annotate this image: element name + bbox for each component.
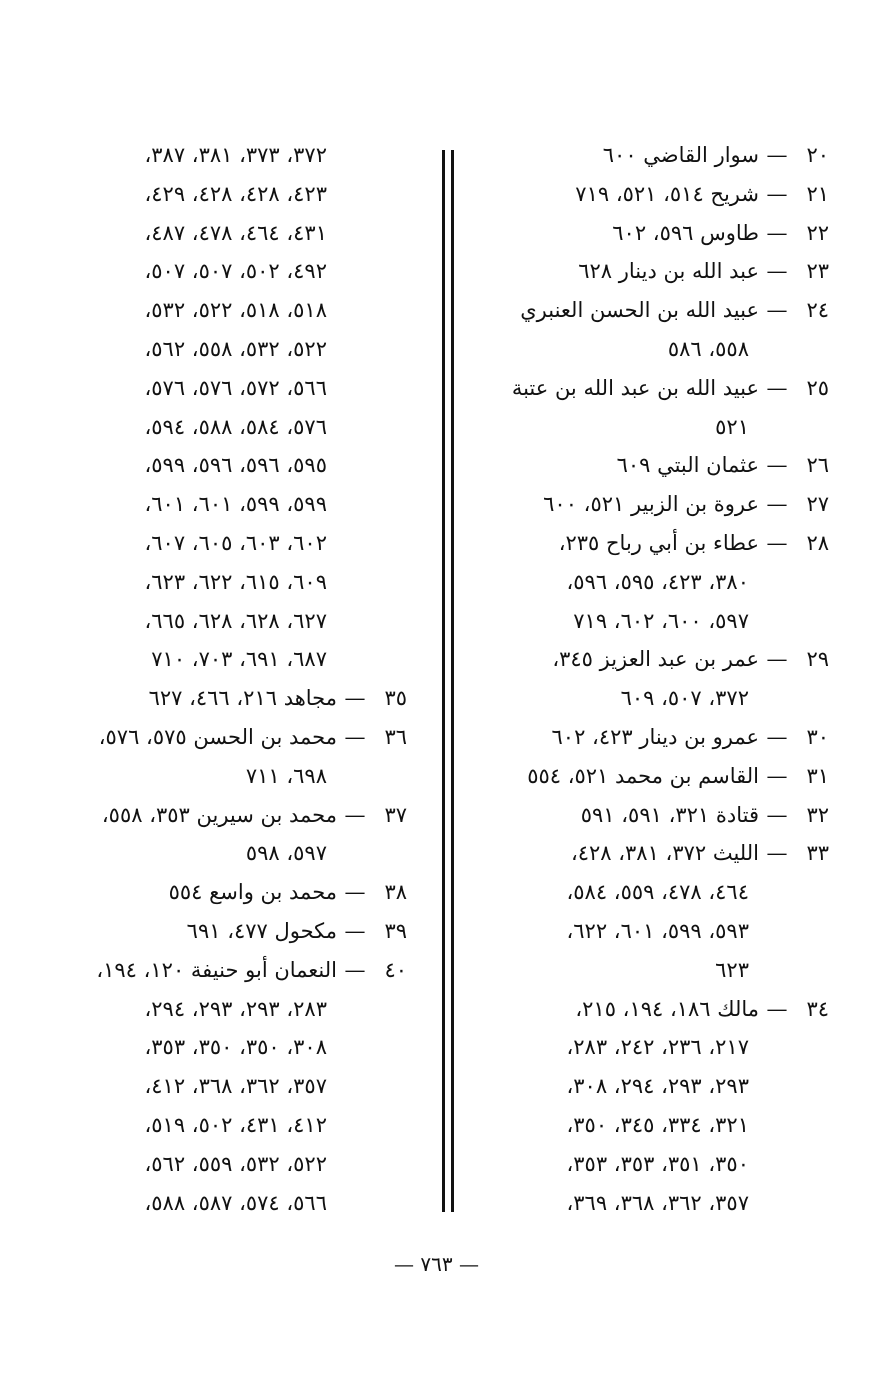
right-column <box>467 136 829 1222</box>
entry-number: ٢٥ <box>806 375 829 400</box>
index-entry-continuation <box>45 136 407 175</box>
entry-number: ٢٣ <box>806 259 829 284</box>
entry-text: ٣٥٧، ٣٦٢، ٣٦٨، ٤١٢، <box>144 1074 327 1099</box>
entry-text: شريح ٥١٤، ٥٢١، ٧١٩ <box>575 181 759 206</box>
entry-text: ٥٩٣، ٥٩٩، ٦٠١، ٦٢٢، <box>566 918 749 943</box>
index-entry <box>467 252 829 291</box>
entry-number: ٢٧ <box>806 492 829 517</box>
entry-text: عروة بن الزبير ٥٢١، ٦٠٠ <box>543 492 759 517</box>
entry-number: ٣١ <box>806 763 829 788</box>
entry-number: ٢٨ <box>806 530 829 555</box>
entry-text: عطاء بن أبي رباح ٢٣٥، <box>558 530 759 555</box>
entry-text: ٥٢١ <box>715 414 749 439</box>
entry-dash: — <box>766 181 788 206</box>
index-entry <box>467 990 829 1029</box>
index-entry-continuation <box>45 330 407 369</box>
entry-number: ٣٢ <box>806 802 829 827</box>
entry-text: ٢٨٣، ٢٩٣، ٢٩٣، ٢٩٤، <box>144 996 327 1021</box>
index-entry <box>467 446 829 485</box>
entry-dash: — <box>344 724 366 749</box>
entry-text: ٣٧٢، ٥٠٧، ٦٠٩ <box>620 686 749 711</box>
index-entry-continuation <box>45 834 407 873</box>
index-entry-continuation <box>45 1028 407 1067</box>
index-entry-continuation <box>467 1106 829 1145</box>
entry-text: ٥٩٧، ٦٠٠، ٦٠٢، ٧١٩ <box>573 608 749 633</box>
index-entry <box>467 485 829 524</box>
entry-text: ٥٦٦، ٥٧٤، ٥٨٧، ٥٨٨، <box>144 1190 327 1215</box>
entry-number: ٣٦ <box>384 724 407 749</box>
entry-text: عمرو بن دينار ٤٢٣، ٦٠٢ <box>551 724 759 749</box>
entry-dash: — <box>766 841 788 866</box>
entry-text: محمد بن الحسن ٥٧٥، ٥٧٦، <box>98 724 337 749</box>
entry-dash: — <box>344 918 366 943</box>
index-entry-continuation <box>467 951 829 990</box>
index-entry-continuation <box>45 990 407 1029</box>
entry-text: ٥٧٦، ٥٨٤، ٥٨٨، ٥٩٤، <box>144 414 327 439</box>
entry-number: ٣٥ <box>384 686 407 711</box>
entry-number: ٣٣ <box>806 841 829 866</box>
entry-dash: — <box>766 763 788 788</box>
entry-text: عمر بن عبد العزيز ٣٤٥، <box>552 647 759 672</box>
entry-dash: — <box>766 375 788 400</box>
entry-number: ٣٠ <box>806 724 829 749</box>
index-entry-continuation <box>45 1106 407 1145</box>
index-entry-continuation <box>467 1184 829 1223</box>
entry-number: ٣٩ <box>384 918 407 943</box>
index-entry <box>467 214 829 253</box>
entry-text: محمد بن سيرين ٣٥٣، ٥٥٨، <box>101 802 337 827</box>
entry-dash: — <box>766 453 788 478</box>
entry-text: ٥٩٥، ٥٩٦، ٥٩٦، ٥٩٩، <box>144 453 327 478</box>
index-entry-continuation <box>45 757 407 796</box>
index-entry-continuation <box>467 563 829 602</box>
entry-text: سوار القاضي ٦٠٠ <box>602 143 759 167</box>
index-entry-continuation <box>45 524 407 563</box>
index-entry-continuation <box>45 214 407 253</box>
entry-text: ٦٨٧، ٦٩١، ٧٠٣، ٧١٠ <box>151 647 327 672</box>
index-entry <box>467 175 829 214</box>
entry-text: مكحول ٤٧٧، ٦٩١ <box>186 918 337 943</box>
index-entry <box>45 796 407 835</box>
entry-dash: — <box>766 492 788 517</box>
entry-text: ٥٩٧، ٥٩٨ <box>245 841 327 866</box>
entry-text: ٥٩٩، ٥٩٩، ٦٠١، ٦٠١، <box>144 492 327 517</box>
index-entry-continuation <box>45 640 407 679</box>
entry-text: ٣٠٨، ٣٥٠، ٣٥٠، ٣٥٣، <box>144 1035 327 1060</box>
entry-text: ٤٢٣، ٤٢٨، ٤٢٨، ٤٢٩، <box>144 181 327 206</box>
index-entry <box>45 951 407 990</box>
column-divider-line <box>442 150 445 1212</box>
index-entry-continuation <box>467 873 829 912</box>
entry-text: ٦٠٩، ٦١٥، ٦٢٢، ٦٢٣، <box>144 569 327 594</box>
index-entry-continuation <box>467 679 829 718</box>
entry-dash: — <box>766 143 788 167</box>
entry-text: ٣٢١، ٣٣٤، ٣٤٥، ٣٥٠، <box>566 1112 749 1137</box>
index-entry <box>467 369 829 408</box>
entry-text: عبيد الله بن الحسن العنبري <box>520 298 759 323</box>
entry-text: مالك ١٨٦، ١٩٤، ٢١٥، <box>575 996 759 1021</box>
index-entry-continuation <box>45 485 407 524</box>
entry-number: ٢٢ <box>806 220 829 245</box>
entry-number: ٢٦ <box>806 453 829 478</box>
entry-text: ٣٨٠، ٤٢٣، ٥٩٥، ٥٩٦، <box>566 569 749 594</box>
index-entry-continuation <box>45 1184 407 1223</box>
entry-dash: — <box>344 957 366 982</box>
entry-number: ٤٠ <box>384 957 407 982</box>
entry-dash: — <box>766 259 788 284</box>
index-entry <box>45 718 407 757</box>
index-entry-continuation <box>45 563 407 602</box>
index-entry <box>467 640 829 679</box>
index-entry <box>45 873 407 912</box>
left-column <box>45 136 407 1222</box>
entry-text: ٤١٢، ٤٣١، ٥٠٢، ٥١٩، <box>144 1112 327 1137</box>
index-entry-continuation <box>45 252 407 291</box>
entry-text: ٥١٨، ٥١٨، ٥٢٢، ٥٣٢، <box>144 298 327 323</box>
index-entry-continuation <box>467 408 829 447</box>
entry-text: ٣٥٧، ٣٦٢، ٣٦٨، ٣٦٩، <box>566 1190 749 1215</box>
index-entry-continuation <box>45 369 407 408</box>
entry-text: عبد الله بن دينار ٦٢٨ <box>578 259 759 284</box>
index-entry <box>467 757 829 796</box>
index-entry <box>467 524 829 563</box>
entry-text: ٦٢٣ <box>715 957 749 982</box>
entry-text: عبيد الله بن عبد الله بن عتبة <box>511 375 759 400</box>
index-entry-continuation <box>467 1028 829 1067</box>
entry-number: ٢٠ <box>806 143 829 167</box>
index-entry-continuation <box>45 1145 407 1184</box>
index-entry <box>467 834 829 873</box>
index-entry-continuation <box>467 912 829 951</box>
entry-text: ٣٥٠، ٣٥١، ٣٥٣، ٣٥٣، <box>566 1151 749 1176</box>
index-entry-continuation <box>45 291 407 330</box>
entry-text: مجاهد ٢١٦، ٤٦٦، ٦٢٧ <box>148 686 337 711</box>
entry-text: طاوس ٥٩٦، ٦٠٢ <box>612 220 759 245</box>
entry-number: ٢١ <box>806 181 829 206</box>
entry-number: ٢٩ <box>806 647 829 672</box>
entry-number: ٣٧ <box>384 802 407 827</box>
entry-dash: — <box>344 802 366 827</box>
entry-dash: — <box>766 530 788 555</box>
entry-dash: — <box>344 686 366 711</box>
entry-dash: — <box>766 298 788 323</box>
entry-dash: — <box>344 880 366 905</box>
entry-text: ٥٢٢، ٥٣٢، ٥٥٩، ٥٦٢، <box>144 1151 327 1176</box>
entry-dash: — <box>766 724 788 749</box>
entry-number: ٢٤ <box>806 298 829 323</box>
index-entry <box>467 136 829 175</box>
index-entry <box>467 796 829 835</box>
entry-dash: — <box>766 996 788 1021</box>
index-entry <box>467 718 829 757</box>
entry-text: ٢٩٣، ٢٩٣، ٢٩٤، ٣٠٨، <box>566 1074 749 1099</box>
entry-dash: — <box>766 647 788 672</box>
index-entry-continuation <box>45 602 407 641</box>
entry-text: ٦٢٧، ٦٢٨، ٦٢٨، ٦٦٥، <box>144 608 327 633</box>
index-entry-continuation <box>45 408 407 447</box>
entry-text: ٥٥٨، ٥٨٦ <box>667 336 749 361</box>
index-entry <box>45 679 407 718</box>
index-entry-continuation <box>467 602 829 641</box>
entry-number: ٣٨ <box>384 880 407 905</box>
entry-text: محمد بن واسع ٥٥٤ <box>168 880 337 905</box>
page-number: — ٧٦٣ — <box>394 1252 479 1276</box>
index-entry <box>467 291 829 330</box>
index-entry-continuation <box>45 446 407 485</box>
entry-text: ٢١٧، ٢٣٦، ٢٤٢، ٢٨٣، <box>566 1035 749 1060</box>
index-entry-continuation <box>467 1067 829 1106</box>
entry-text: ٦٠٢، ٦٠٣، ٦٠٥، ٦٠٧، <box>144 530 327 555</box>
entry-text: ٦٩٨، ٧١١ <box>245 763 327 788</box>
entry-text: ٣٧٢، ٣٧٣، ٣٨١، ٣٨٧، <box>144 143 327 167</box>
index-entry-continuation <box>467 330 829 369</box>
index-entry-continuation <box>467 1145 829 1184</box>
entry-text: قتادة ٣٢١، ٥٩١، ٥٩١ <box>580 802 759 827</box>
entry-text: الليث ٣٧٢، ٣٨١، ٤٢٨، <box>570 841 759 866</box>
entry-text: ٤٩٢، ٥٠٢، ٥٠٧، ٥٠٧، <box>144 259 327 284</box>
entry-text: ٥٦٦، ٥٧٢، ٥٧٦، ٥٧٦، <box>144 375 327 400</box>
entry-text: ٤٣١، ٤٦٤، ٤٧٨، ٤٨٧، <box>144 220 327 245</box>
column-divider-line <box>451 150 454 1212</box>
entry-text: النعمان أبو حنيفة ١٢٠، ١٩٤، <box>96 957 337 982</box>
entry-text: القاسم بن محمد ٥٢١، ٥٥٤ <box>527 763 759 788</box>
entry-text: ٥٢٢، ٥٣٢، ٥٥٨، ٥٦٢، <box>144 336 327 361</box>
entry-number: ٣٤ <box>806 996 829 1021</box>
entry-text: عثمان البتي ٦٠٩ <box>616 453 759 478</box>
entry-text: ٤٦٤، ٤٧٨، ٥٥٩، ٥٨٤، <box>566 880 749 905</box>
index-entry-continuation <box>45 1067 407 1106</box>
entry-dash: — <box>766 220 788 245</box>
index-entry <box>45 912 407 951</box>
index-entry-continuation <box>45 175 407 214</box>
entry-dash: — <box>766 802 788 827</box>
